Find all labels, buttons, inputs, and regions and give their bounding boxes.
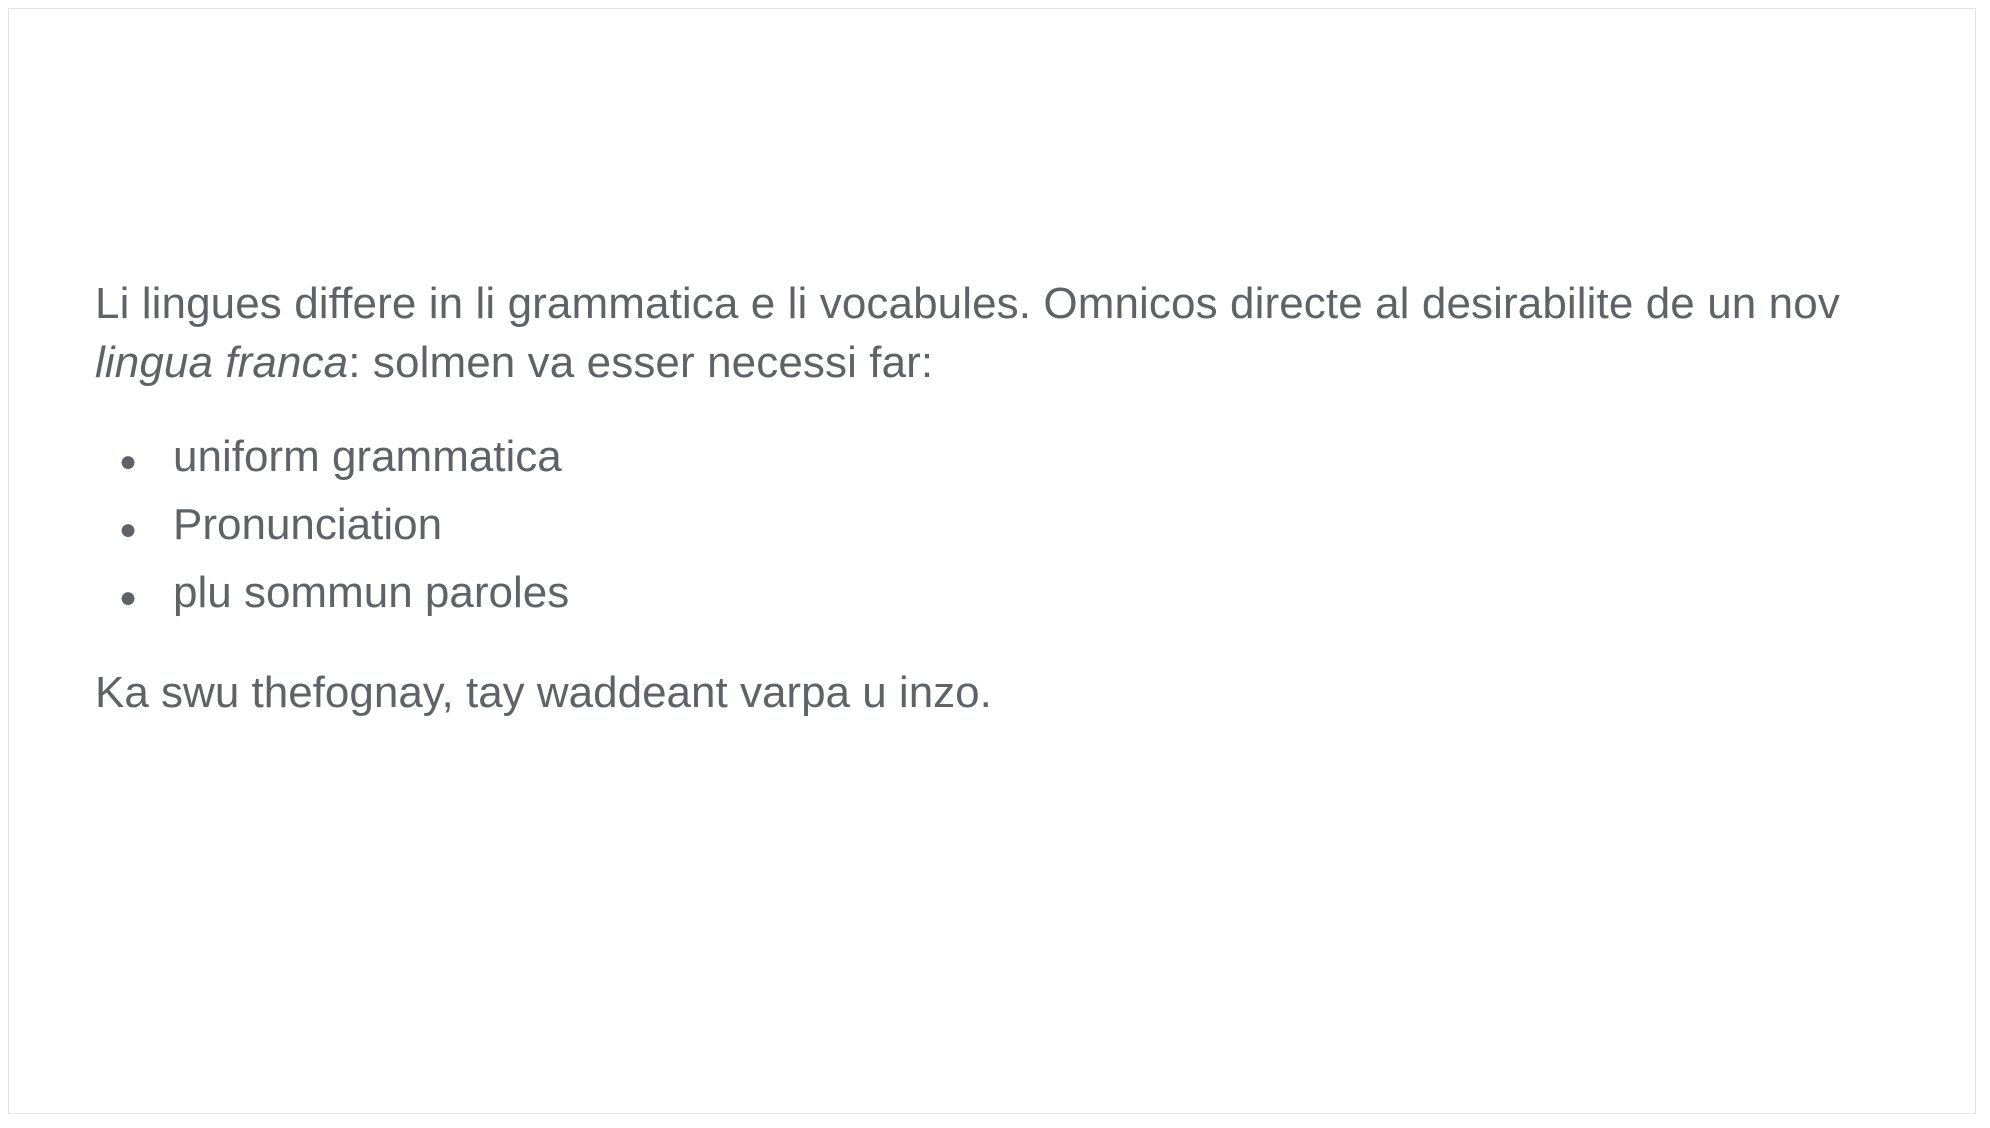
slide-content — [95, 274, 1905, 722]
list-item — [95, 431, 1905, 481]
bullet-point-icon: ● — [119, 512, 138, 546]
list-item — [95, 499, 1905, 549]
slide-canvas — [8, 8, 1976, 1114]
list-item — [95, 567, 1905, 617]
bullet-point-icon: ● — [119, 444, 138, 478]
list-item-label: plu sommun paroles — [173, 567, 570, 617]
closing-paragraph: Ka swu thefognay, tay waddeant varpa u inzo. — [95, 667, 992, 717]
intro-text-part1: Li lingues differe in li grammatica e li vocabules. Omnicos directe al desirabilite de un nov — [95, 279, 1840, 328]
list-item-label: Pronunciation — [173, 499, 443, 549]
list-item-label: uniform grammatica — [173, 431, 562, 481]
bullet-list — [95, 431, 1905, 617]
intro-paragraph — [95, 274, 1905, 393]
intro-text-emphasis: lingua franca — [95, 338, 349, 388]
bullet-point-icon: ● — [119, 580, 138, 614]
intro-text-part2: : solmen va esser necessi far: — [348, 338, 934, 388]
